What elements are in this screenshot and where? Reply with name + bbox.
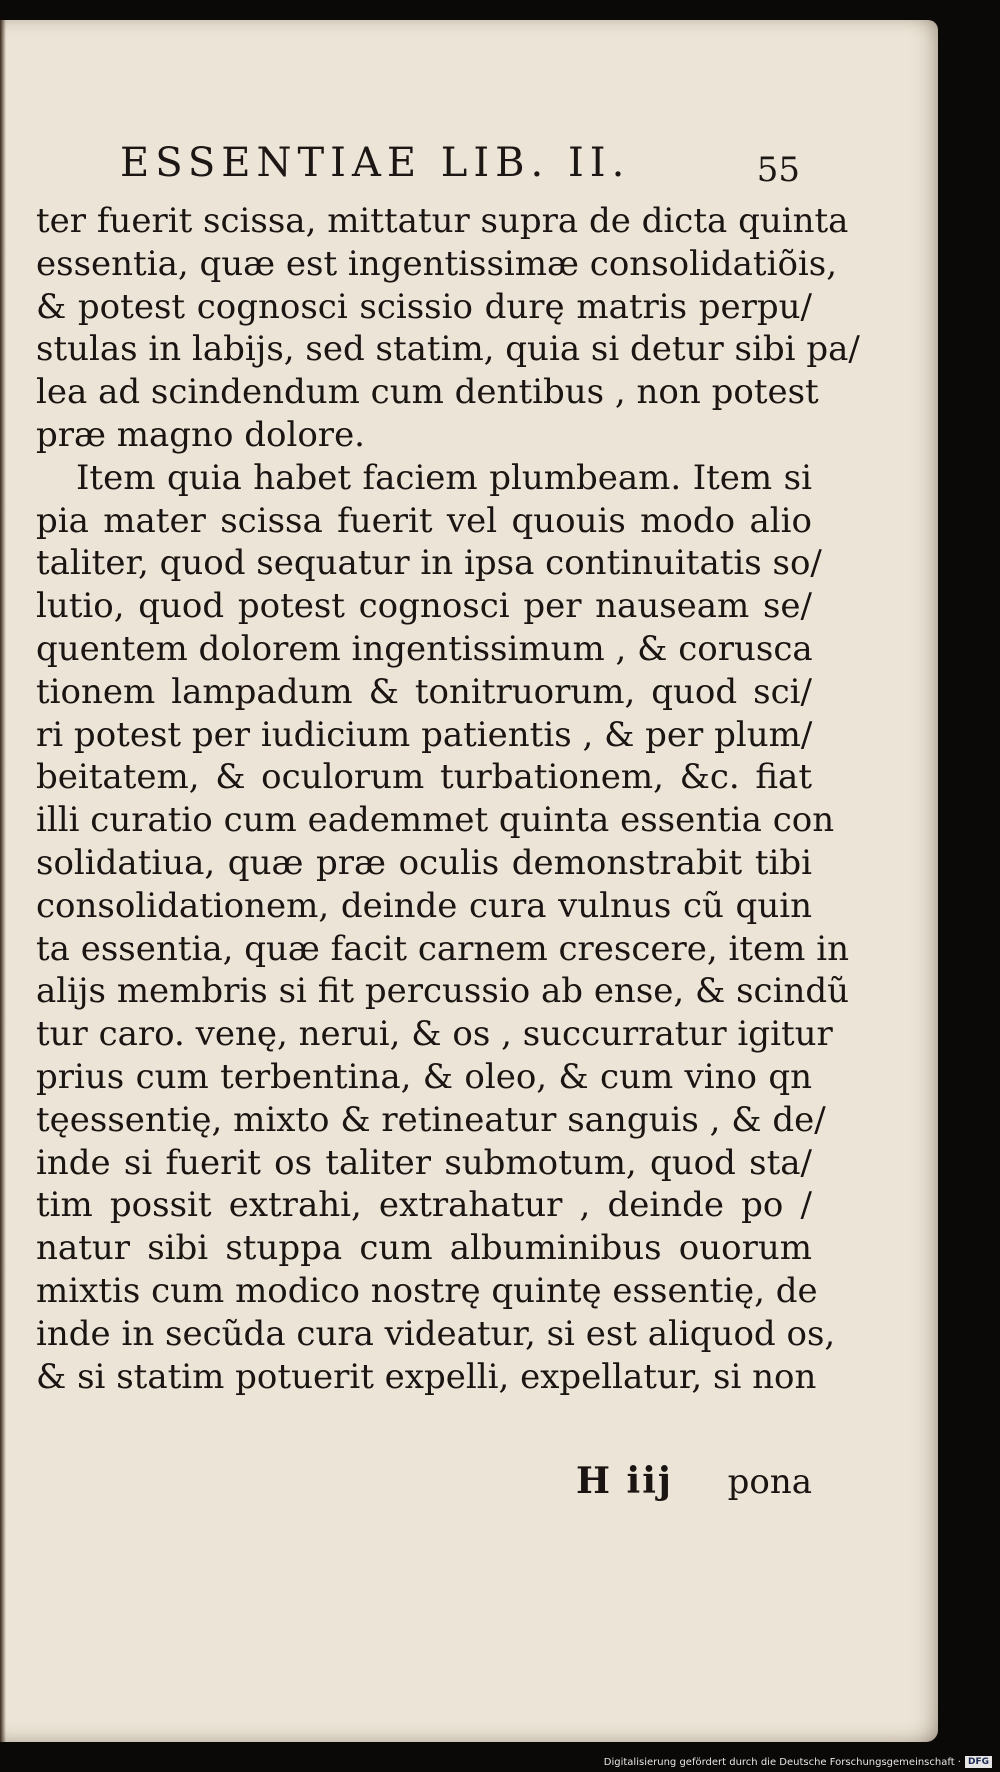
text-line: Item quia habet faciem plumbeam. Item si xyxy=(76,457,812,498)
text-line: stulas in labijs, sed statim, quia si detur sibi pa/ xyxy=(36,329,860,370)
text-line: & potest cognosci scissio durę matris perpu/ xyxy=(36,286,812,327)
text-line: tur caro. venę, nerui, & os , succurratur igitur xyxy=(36,1014,833,1055)
text-line: beitatem, & oculorum turbationem, &c. fiat xyxy=(36,757,812,798)
text-line: inde si fuerit os taliter submotum, quod sta/ xyxy=(36,1142,812,1183)
digitization-credit xyxy=(604,1756,992,1768)
page-footer xyxy=(36,1460,812,1510)
text-line: mixtis cum modico nostrę quintę essentię, de xyxy=(36,1270,818,1311)
running-title: ESSENTIAE LIB. II. xyxy=(120,140,631,186)
page-number: 55 xyxy=(756,150,800,190)
text-line: illi curatio cum eademmet quinta essentia con xyxy=(36,800,835,841)
text-line: consolidationem, deinde cura vulnus cũ quin xyxy=(36,885,812,926)
text-line: lutio, quod potest cognosci per nauseam se/ xyxy=(36,586,812,627)
text-line: lea ad scindendum cum dentibus , non potest xyxy=(36,372,819,413)
text-line: ta essentia, quæ facit carnem crescere, item in xyxy=(36,928,849,969)
text-line: & si statim potuerit expelli, expellatur, si non xyxy=(36,1356,817,1397)
text-line: taliter, quod sequatur in ipsa continuitatis so/ xyxy=(36,543,822,584)
text-line: alijs membris si fit percussio ab ense, & scindũ xyxy=(36,971,850,1012)
text-line: essentia, quæ est ingentissimæ consolidatiõis, xyxy=(36,243,838,284)
text-line: natur sibi stuppa cum albuminibus ouorum xyxy=(36,1228,812,1269)
text-line: quentem dolorem ingentissimum , & corusca xyxy=(36,628,813,669)
text-line: ter fuerit scissa, mittatur supra de dicta quinta xyxy=(36,201,849,241)
text-line: inde in secũda cura videatur, si est aliquod os, xyxy=(36,1313,836,1354)
text-line: tim possit extrahi, extrahatur , deinde po / xyxy=(36,1185,812,1226)
text-line: pia mater scissa fuerit vel quouis modo alio xyxy=(36,500,812,541)
text-line: ri potest per iudicium patientis , & per plum/ xyxy=(36,714,813,755)
signature-mark: H iij xyxy=(576,1460,673,1502)
text-line: tionem lampadum & tonitruorum, quod sci/ xyxy=(36,671,812,712)
book-page xyxy=(0,20,938,1742)
text-line: prius cum terbentina, & oleo, & cum vino qn xyxy=(36,1056,812,1097)
text-line: solidatiua, quæ præ oculis demonstrabit tibi xyxy=(36,842,812,883)
text-line: præ magno dolore. xyxy=(36,414,365,455)
body-text xyxy=(36,200,860,1398)
text-line: tęessentię, mixto & retineatur sanguis , & de/ xyxy=(36,1099,826,1140)
credit-text: Digitalisierung gefördert durch die Deutsche Forschungsgemeinschaft · xyxy=(603,1756,961,1768)
catchword: pona xyxy=(727,1462,812,1502)
dfg-logo: DFG xyxy=(965,1756,992,1768)
